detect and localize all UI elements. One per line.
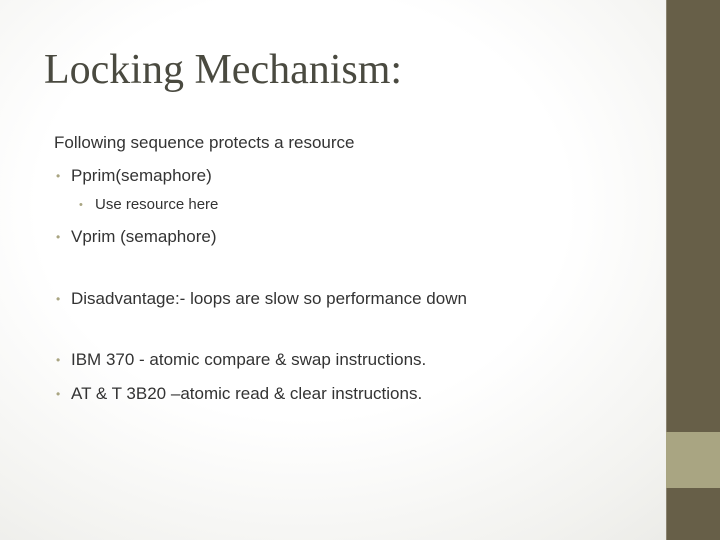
sub-bullet-use-resource: Use resource here — [95, 196, 219, 213]
decorative-sidebar-accent — [666, 432, 720, 488]
bullet-disadvantage: Disadvantage:- loops are slow so performance down — [71, 289, 467, 308]
bullet-dot-icon: • — [79, 199, 83, 211]
bullet-vprim: Vprim (semaphore) — [71, 227, 217, 246]
slide-title: Locking Mechanism: — [44, 47, 403, 93]
bullet-dot-icon: • — [56, 230, 61, 244]
bullet-att-3b20: AT & T 3B20 –atomic read & clear instructions. — [71, 384, 423, 403]
bullet-pprim: Pprim(semaphore) — [71, 166, 212, 185]
bullet-ibm-370: IBM 370 - atomic compare & swap instructions. — [71, 350, 427, 369]
bullet-dot-icon: • — [56, 292, 61, 306]
intro-line: Following sequence protects a resource — [54, 133, 355, 152]
bullet-dot-icon: • — [56, 353, 61, 367]
bullet-dot-icon: • — [56, 387, 61, 401]
bullet-dot-icon: • — [56, 169, 61, 183]
